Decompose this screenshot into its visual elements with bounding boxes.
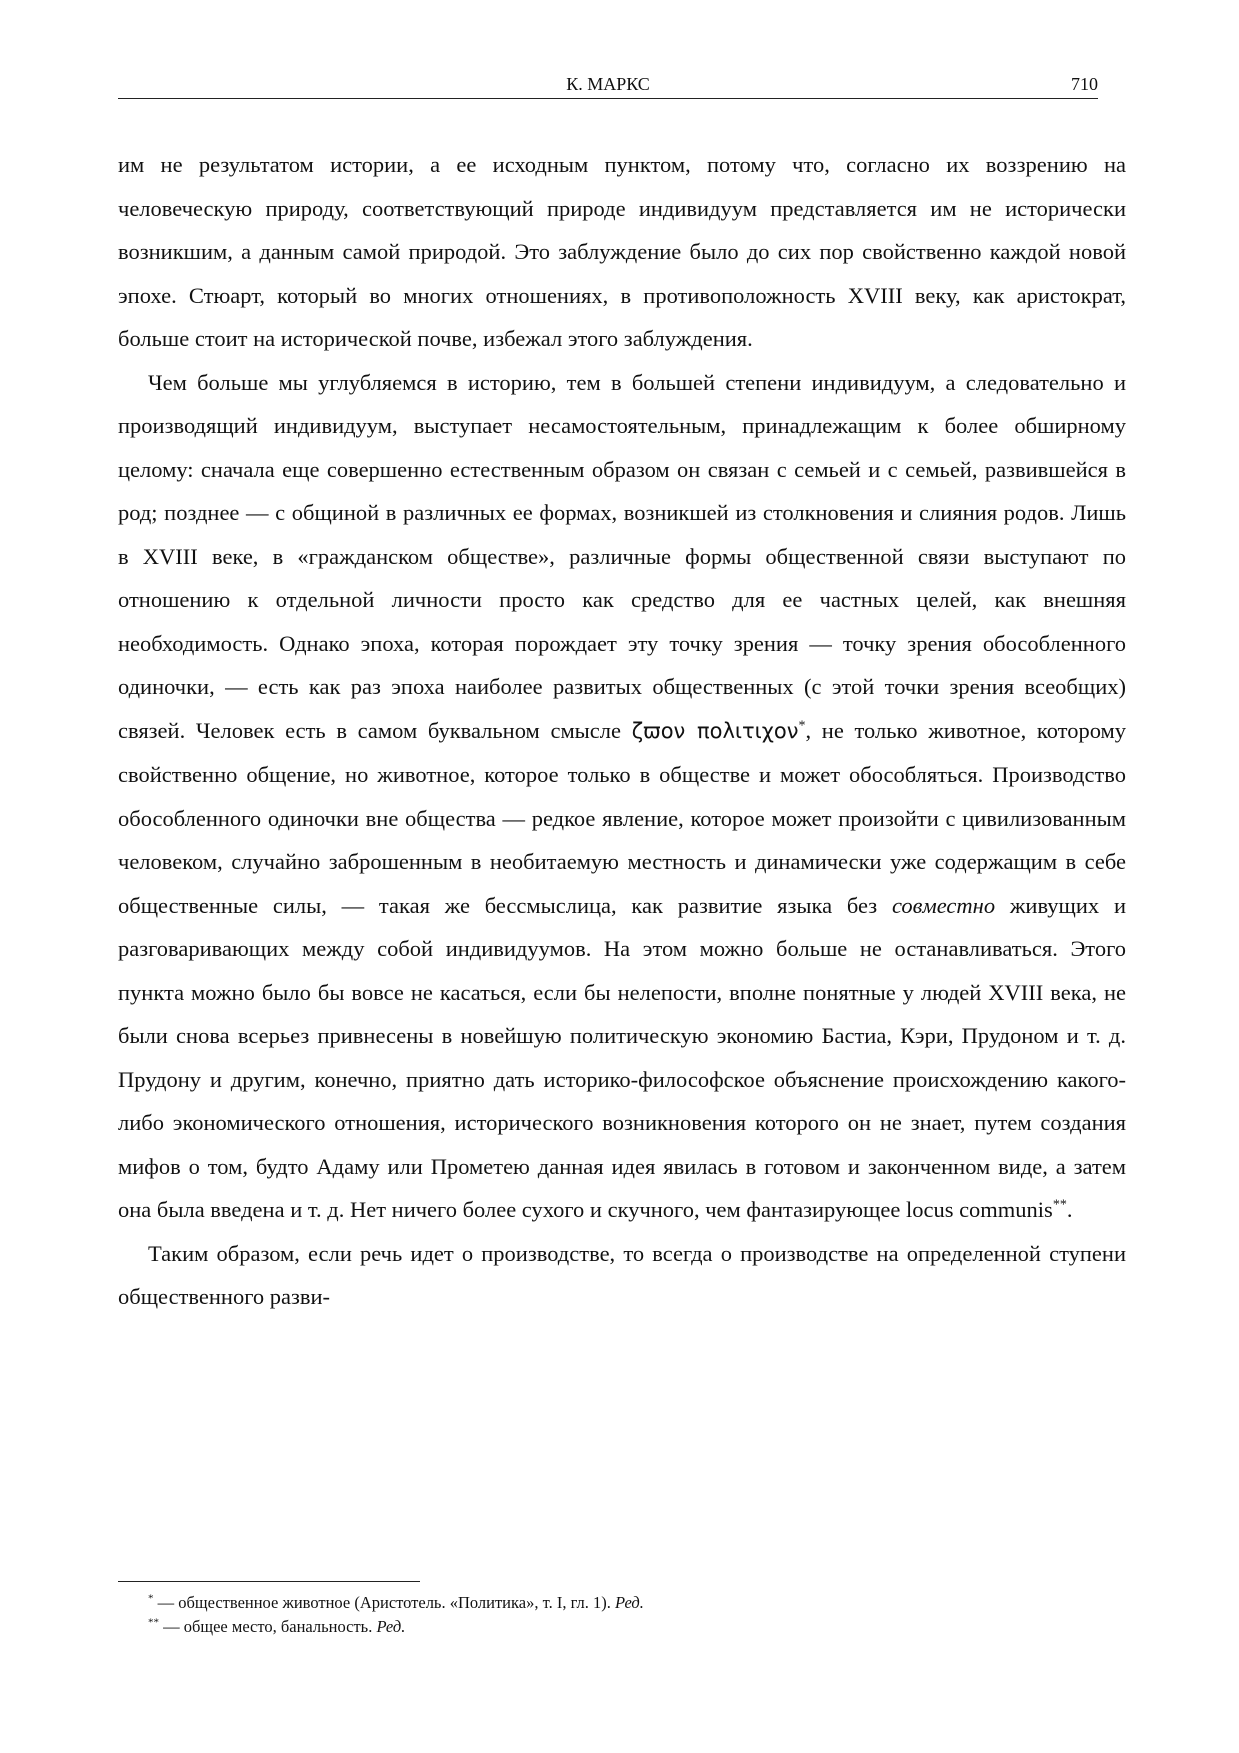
paragraph-2-part-3: живущих и разговаривающих между собой индивидуумов. На этом можно больше не останавливаться. Этого пункта можно было бы вовсе не касаться, если бы нелепости, вполне понятные у людей XVIII века, не были снова всерьез привнесены в новейшую политическую экономию Бастиа, Кэри, Прудоном и т. д. Прудону и другим, конечно, приятно дать историко-философское объяснение происхождению какого-либо экономического отношения, исторического возникновения которого он не знает, путем создания мифов о том, будто Адаму или Прометею данная идея явилась в готовом и законченном виде, а затем она была введена и т. д. Нет ничего более сухого и скучного, чем фантазирующее locus communis — [118, 892, 1126, 1222]
footnote-1-mark: * — [148, 1592, 154, 1605]
footnote-1-editor: Ред. — [614, 1593, 644, 1612]
footnote-1 — [148, 1591, 1048, 1615]
running-header — [118, 74, 1098, 99]
footnote-2 — [148, 1615, 1048, 1639]
footnote-ref-1[interactable]: * — [798, 718, 806, 733]
main-text — [118, 143, 1126, 1319]
footnote-1-text: — общественное животное (Аристотель. «Политика», т. I, гл. 1). — [153, 1593, 615, 1612]
paragraph-3-text: Таким образом, если речь идет о производстве, то всегда о производстве на определенной ступени общественного разви- — [118, 1240, 1126, 1309]
paragraph-1 — [118, 143, 1126, 361]
footnotes — [148, 1591, 1048, 1639]
paragraph-1-text: им не результатом истории, а ее исходным пунктом, потому что, согласно их воззрению на человеческую природу, соответствующий природе индивидуум представляется им не исторически возникшим, а данным самой природой. Это заблуждение было до сих пор свойственно каждой новой эпохе. Стюарт, который во многих отношениях, в противоположность XVIII веку, как аристократ, больше стоит на исторической почве, избежал этого заблуждения. — [118, 152, 1126, 351]
page-number: 710 — [1071, 74, 1098, 94]
paragraph-2-part-2: , не только животное, которому свойственно общение, но животное, которое только в обществе и может обособляться. Производство обособленного одиночки вне общества — редкое явление, которое может произойти с цивилизованным человеком, случайно заброшенным в необитаемую местность и динамически уже содержащим в себе общественные силы, — такая же бессмыслица, как развитие языка без — [118, 717, 1127, 918]
footnote-2-text: — общее место, банальность. — [159, 1617, 377, 1636]
paragraph-2-part-4: . — [1066, 1197, 1073, 1222]
footnote-ref-2[interactable]: ** — [1052, 1197, 1067, 1213]
greek-term: ζϖον πολιτιχον — [631, 718, 799, 743]
header-author: К. МАРКС — [566, 74, 650, 94]
footnote-2-mark: ** — [148, 1616, 159, 1629]
paragraph-2 — [118, 361, 1126, 1232]
paragraph-3 — [118, 1232, 1126, 1319]
emphasis-word: совместно — [891, 892, 996, 918]
footnote-divider — [118, 1581, 420, 1582]
footnote-2-editor: Ред. — [376, 1617, 406, 1636]
paragraph-2-part-1: Чем больше мы углубляемся в историю, тем в большей степени индивидуум, а следовательно и производящий индивидуум, выступает несамостоятельным, принадлежащим к более обширному целому: сначала еще совершенно естественным образом он связан с семьей и с семьей, развившейся в род; позднее — с общиной в различных ее формах, возникшей из столкновения и слияния родов. Лишь в XVIII веке, в «гражданском обществе», различные формы общественной связи выступают по отношению к отдельной личности просто как средство для ее частных целей, как внешняя необходимость. Однако эпоха, которая порождает эту точку зрения — точку зрения обособленного одиночки, — есть как раз эпоха наиболее развитых общественных (с этой точки зрения всеобщих) связей. Человек есть в самом буквальном смысле — [118, 369, 1126, 743]
